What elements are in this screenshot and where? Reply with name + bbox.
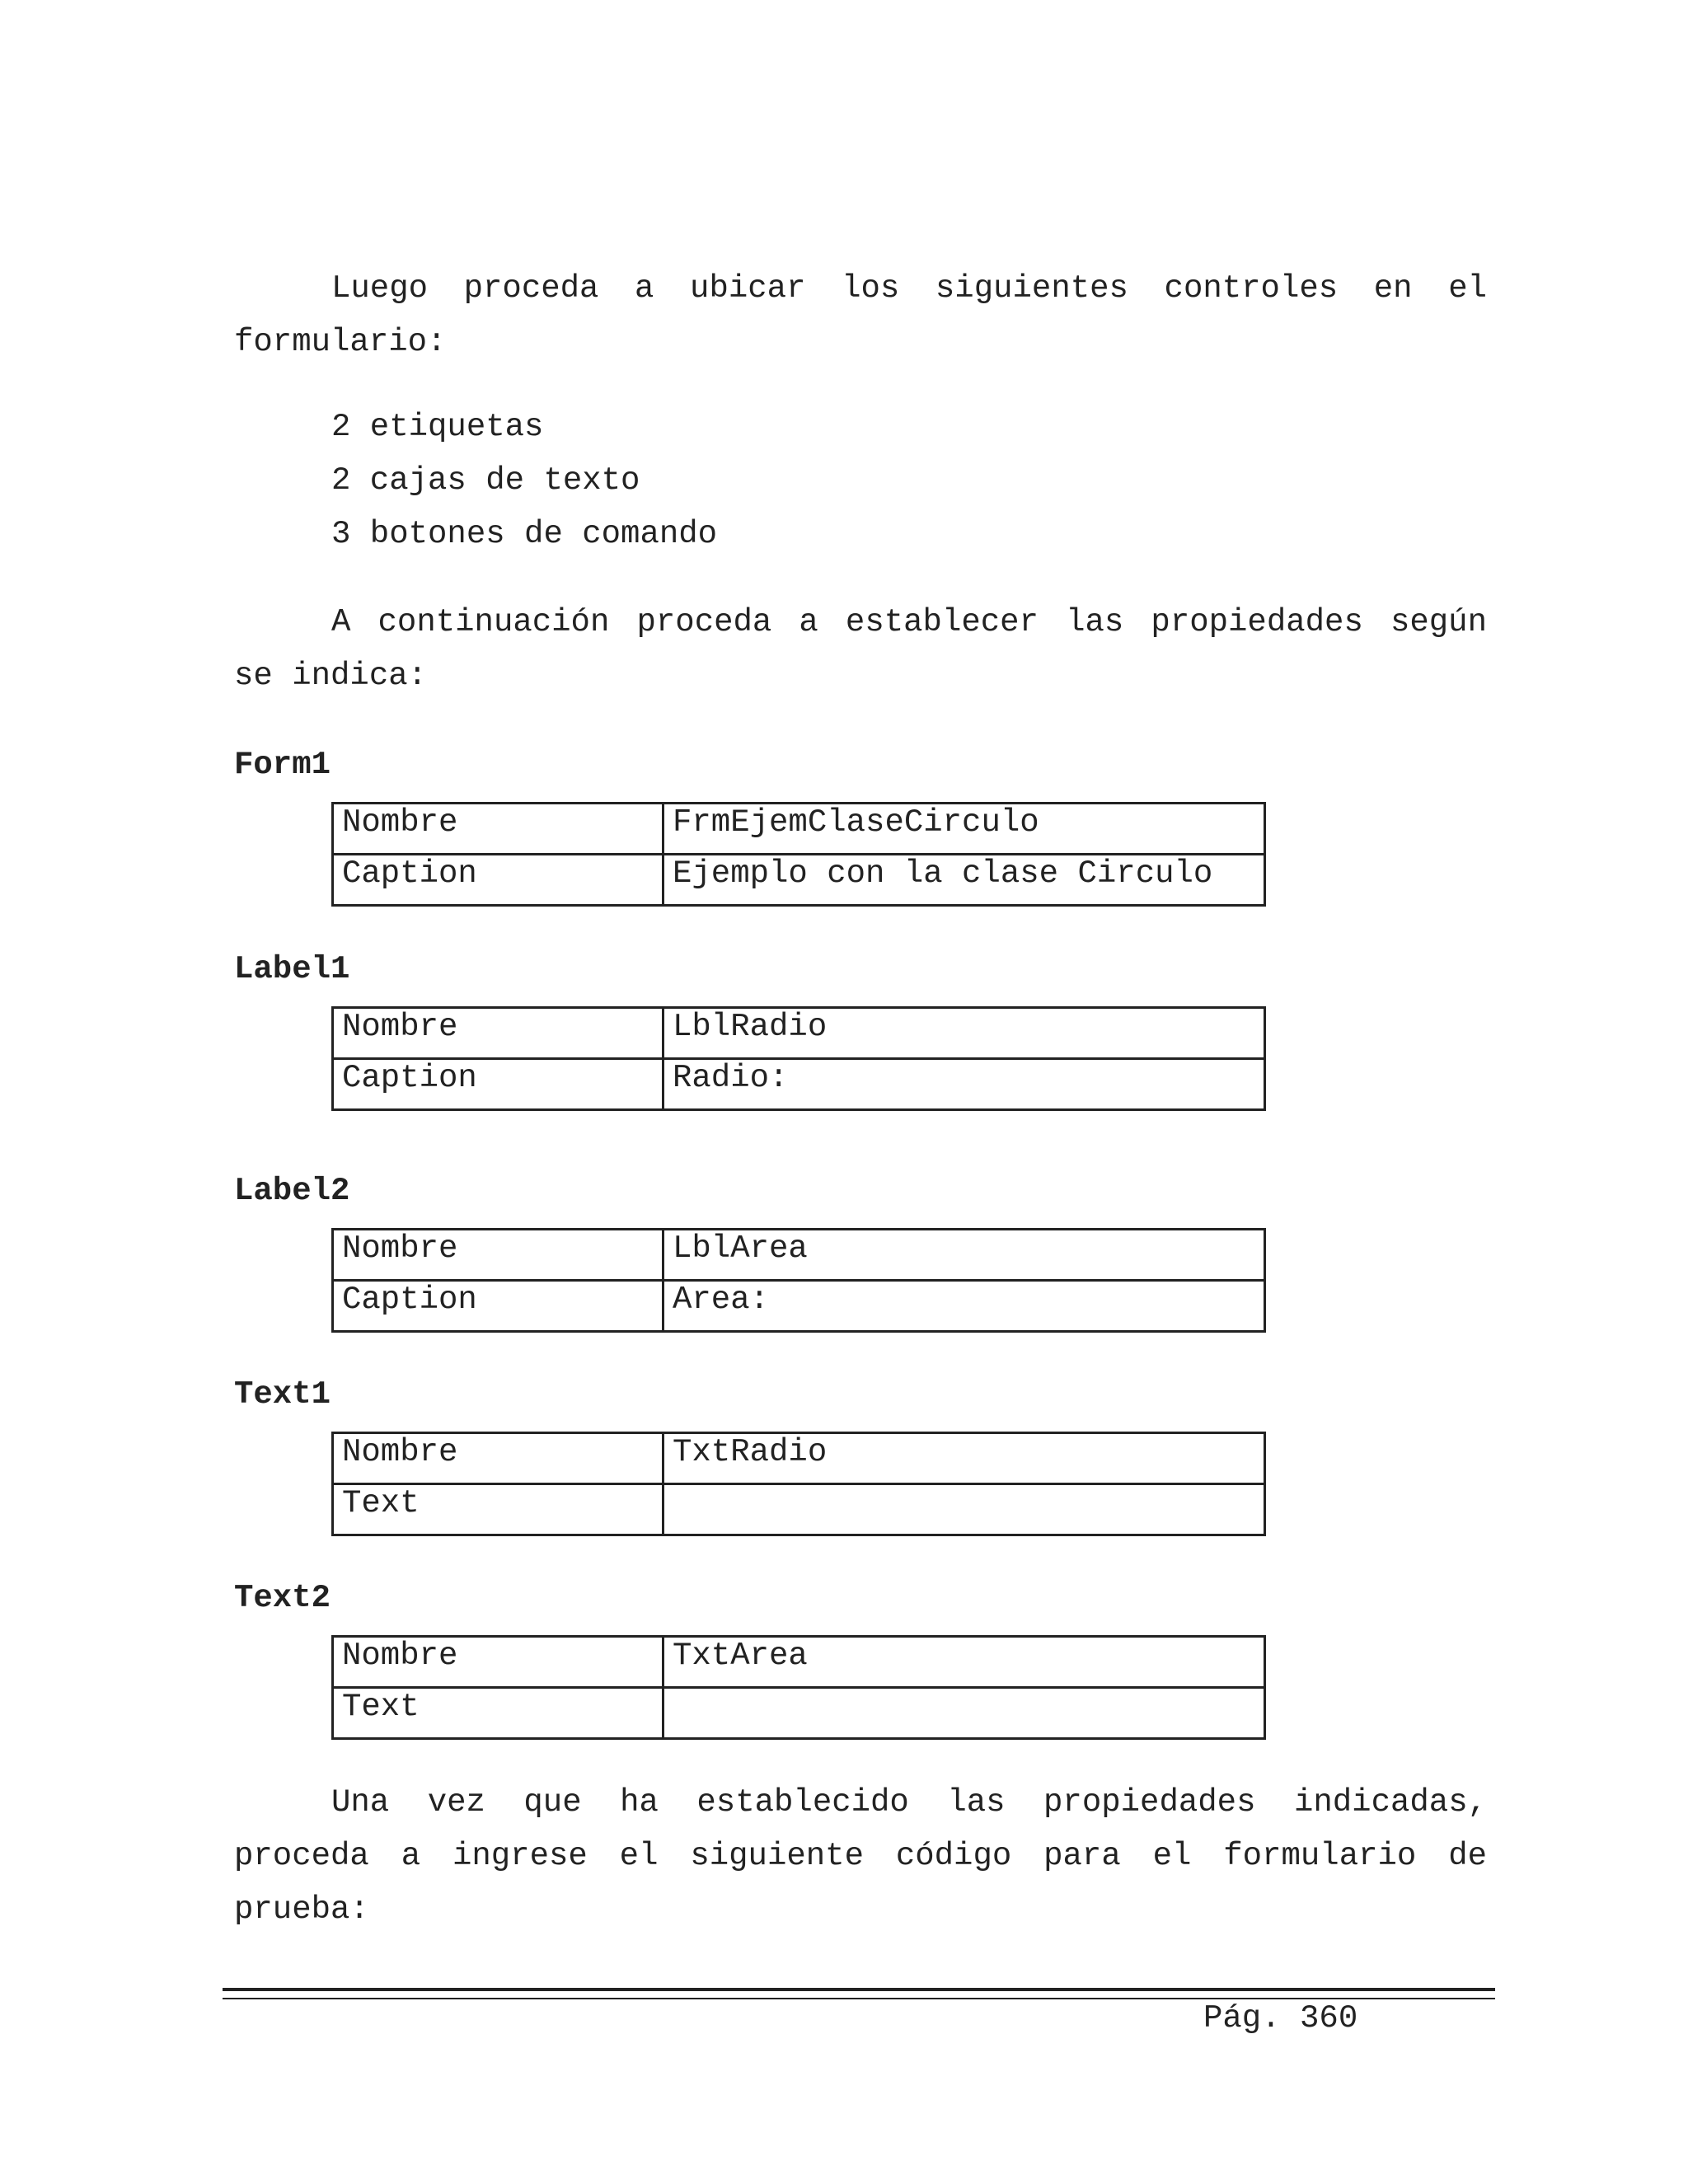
property-name-cell: Nombre: [333, 804, 663, 855]
section-title-label1: Label1: [234, 951, 350, 987]
controls-list: [331, 401, 717, 561]
property-value-cell: Radio:: [663, 1059, 1265, 1110]
property-value-cell: Area:: [663, 1281, 1265, 1332]
table-row: [333, 1281, 1265, 1332]
section-title-label2: Label2: [234, 1173, 350, 1209]
table-row: [333, 1230, 1265, 1281]
properties-table-text2: [331, 1635, 1266, 1740]
section-title-text2: Text2: [234, 1580, 331, 1616]
table-row: [333, 1484, 1265, 1535]
intro-paragraph: Luego proceda a ubicar los siguientes controles en el formulario:: [234, 270, 1487, 360]
section-title-form1: Form1: [234, 747, 331, 783]
closing-paragraph: Una vez que ha establecido las propiedades indicadas, proceda a ingrese el siguiente código para el formulario de prueba:: [234, 1784, 1487, 1928]
property-name-cell: Caption: [333, 1059, 663, 1110]
property-value-cell: TxtArea: [663, 1637, 1265, 1688]
property-value-cell: FrmEjemClaseCirculo: [663, 804, 1265, 855]
property-value-cell: LblRadio: [663, 1008, 1265, 1059]
section-title-text1: Text1: [234, 1376, 331, 1413]
properties-table-label1: [331, 1006, 1266, 1111]
property-name-cell: Nombre: [333, 1637, 663, 1688]
property-value-cell: Ejemplo con la clase Circulo: [663, 855, 1265, 906]
properties-table-text1: [331, 1432, 1266, 1536]
property-name-cell: Caption: [333, 1281, 663, 1332]
properties-table-label2: [331, 1228, 1266, 1333]
table-row: [333, 1433, 1265, 1484]
property-value-cell: [663, 1484, 1265, 1535]
list-item: 2 etiquetas: [331, 409, 544, 445]
table-row: [333, 855, 1265, 906]
property-name-cell: Nombre: [333, 1230, 663, 1281]
property-value-cell: LblArea: [663, 1230, 1265, 1281]
property-value-cell: TxtRadio: [663, 1433, 1265, 1484]
table-row: [333, 804, 1265, 855]
properties-table-form1: [331, 802, 1266, 907]
page-number: Pág. 360: [1203, 2000, 1358, 2036]
property-name-cell: Caption: [333, 855, 663, 906]
property-name-cell: Nombre: [333, 1008, 663, 1059]
property-name-cell: Nombre: [333, 1433, 663, 1484]
table-row: [333, 1059, 1265, 1110]
property-value-cell: [663, 1688, 1265, 1739]
table-row: [333, 1688, 1265, 1739]
property-name-cell: Text: [333, 1484, 663, 1535]
property-name-cell: Text: [333, 1688, 663, 1739]
table-row: [333, 1008, 1265, 1059]
list-item: 3 botones de comando: [331, 516, 718, 552]
properties-paragraph: A continuación proceda a establecer las propiedades según se indica:: [234, 604, 1487, 694]
list-item: 2 cajas de texto: [331, 462, 640, 499]
table-row: [333, 1637, 1265, 1688]
